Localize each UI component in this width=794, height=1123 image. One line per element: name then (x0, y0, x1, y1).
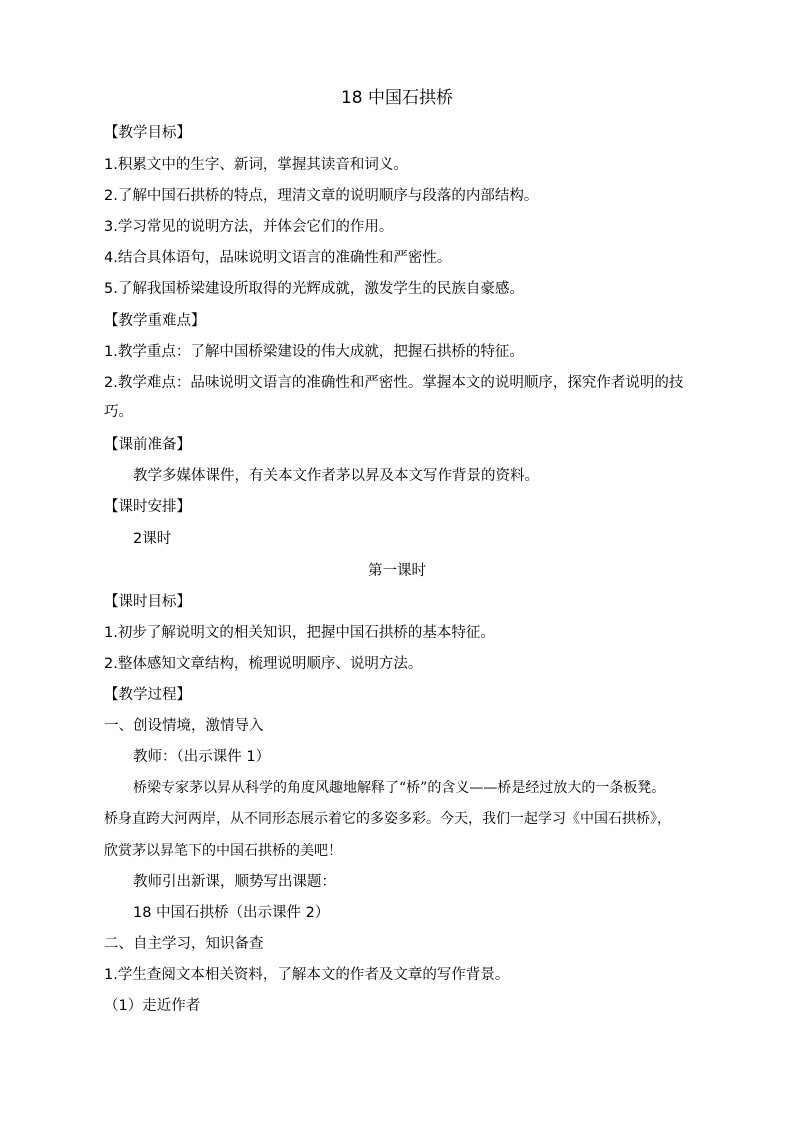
preparation-text: 教学多媒体课件，有关本文作者茅以昇及本文写作背景的资料。 (133, 468, 539, 484)
goal-item-3: 3.学习常见的说明方法，并体会它们的作用。 (104, 219, 394, 235)
key-point-2-line-1: 2.教学难点：品味说明文语言的准确性和严密性。掌握本文的说明顺序，探究作者说明的技 (104, 375, 684, 391)
goal-item-2: 2.了解中国石拱桥的特点，理清文章的说明顺序与段落的内部结构。 (104, 188, 539, 204)
teacher-line-1: 教师：（出示课件 1） (133, 749, 271, 765)
process-step-2-subitem-1: （1）走近作者 (104, 998, 201, 1014)
process-step-2-item-1: 1.学生查阅文本相关资料，了解本文的作者及文章的写作背景。 (104, 967, 510, 983)
section-heading-lesson-goals: 【课时目标】 (104, 594, 191, 610)
lesson-goal-1: 1.初步了解说明文的相关知识，把握中国石拱桥的基本特征。 (104, 625, 495, 641)
quote-line-1: 桥梁专家茅以昇从科学的角度风趣地解释了“桥”的含义——桥是经过放大的一条板凳。 (133, 780, 666, 796)
schedule-text: 2课时 (133, 531, 172, 547)
process-step-1-heading: 一、创设情境，激情导入 (104, 718, 264, 734)
lesson-goal-2: 2.整体感知文章结构，梳理说明顺序、说明方法。 (104, 656, 423, 672)
page-title: 18 中国石拱桥 (340, 88, 454, 108)
section-heading-schedule: 【课时安排】 (104, 499, 191, 515)
goal-item-5: 5.了解我国桥梁建设所取得的光辉成就，激发学生的民族自豪感。 (104, 281, 524, 297)
lesson-heading: 第一课时 (368, 563, 426, 579)
quote-line-3: 欣赏茅以昇笔下的中国石拱桥的美吧！ (104, 843, 342, 859)
goal-item-1: 1.积累文中的生字、新词，掌握其读音和词义。 (104, 157, 408, 173)
goal-item-4: 4.结合具体语句，品味说明文语言的准确性和严密性。 (104, 250, 452, 266)
section-heading-preparation: 【课前准备】 (104, 437, 191, 453)
section-heading-goals: 【教学目标】 (104, 125, 191, 141)
section-heading-process: 【教学过程】 (104, 687, 191, 703)
teacher-line-2: 教师引出新课，顺势写出课题： (133, 874, 336, 890)
quote-line-2: 桥身直跨大河两岸，从不同形态展示着它的多姿多彩。今天，我们一起学习《中国石拱桥》， (104, 811, 671, 827)
process-step-2-heading: 二、自主学习，知识备查 (104, 936, 264, 952)
lesson-subject: 18 中国石拱桥（出示课件 2） (133, 905, 330, 921)
key-point-2-line-2: 巧。 (104, 404, 133, 420)
section-heading-key-points: 【教学重难点】 (104, 313, 206, 329)
key-point-1: 1.教学重点：了解中国桥梁建设的伟大成就，把握石拱桥的特征。 (104, 344, 524, 360)
